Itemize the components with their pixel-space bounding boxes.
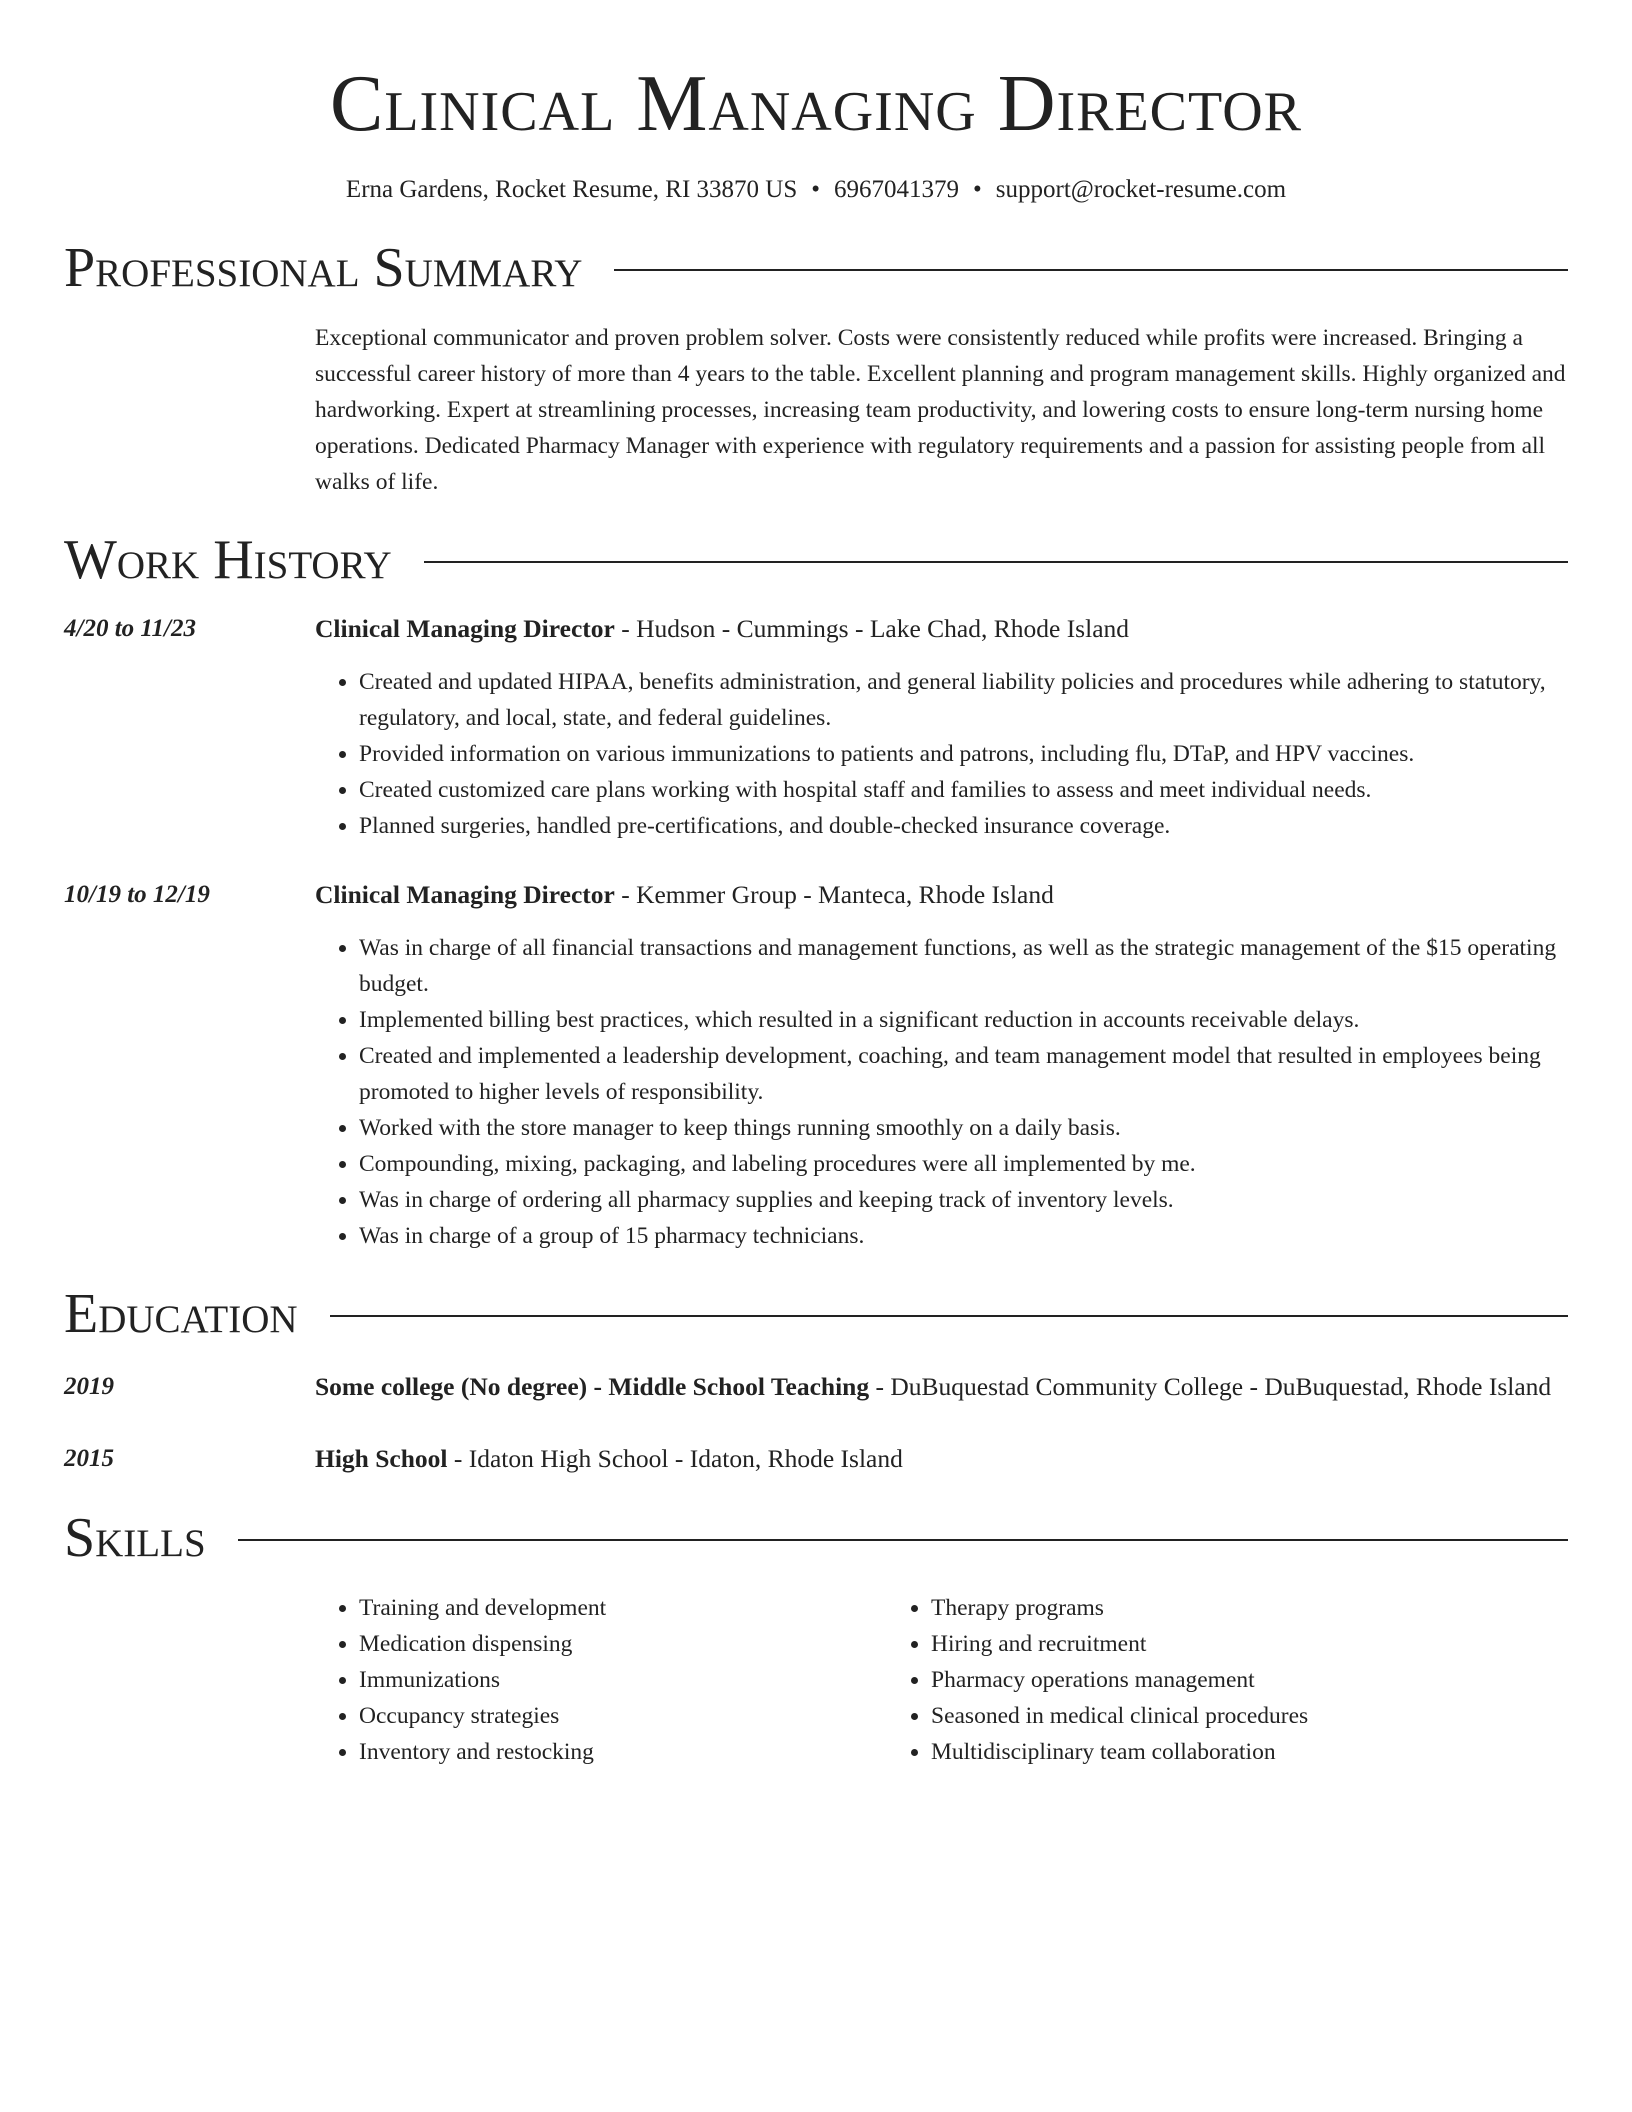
skills-columns <box>315 1590 1568 1770</box>
section-title-summary: Professional Summary <box>64 237 583 299</box>
skills-column-right <box>887 1590 1459 1770</box>
job-bullet: • Implemented billing best practices, which resulted in a significant reduction in accounts receivable delays. <box>359 1002 1568 1038</box>
job-bullet: • Was in charge of all financial transactions and management functions, as well as the strategic management of the $15 operating budget. <box>359 930 1568 1002</box>
contact-phone: 6967041379 <box>834 176 959 203</box>
job-bullet: • Created customized care plans working with hospital staff and families to assess and meet individual needs. <box>359 772 1568 808</box>
section-divider <box>330 1315 1568 1317</box>
section-title-skills: Skills <box>64 1507 206 1569</box>
work-section-header <box>64 528 1568 592</box>
job-dates: 4/20 to 11/23 <box>64 615 196 642</box>
job-bullet: • Created and updated HIPAA, benefits administration, and general liability policies and procedures while adhering to statutory, regulatory, and local, state, and federal guidelines. <box>359 664 1568 736</box>
job-bullet: • Compounding, mixing, packaging, and labeling procedures were all implemented by me. <box>359 1146 1568 1182</box>
education-degree: High School <box>315 1444 448 1473</box>
skill-item: • Immunizations <box>359 1662 887 1698</box>
contact-separator: • <box>811 176 820 203</box>
job-details: - Hudson - Cummings - Lake Chad, Rhode Island <box>614 614 1130 643</box>
summary-section-header <box>64 236 1568 300</box>
section-divider <box>614 269 1568 271</box>
education-details: - DuBuquestad Community College - DuBuquestad, Rhode Island <box>869 1372 1552 1401</box>
job-bullet: • Provided information on various immunizations to patients and patrons, including flu, DTaP, and HPV vaccines. <box>359 736 1568 772</box>
education-entry <box>64 1368 1568 1406</box>
job-entry <box>64 876 1568 1254</box>
job-bullet: • Was in charge of a group of 15 pharmacy technicians. <box>359 1218 1568 1254</box>
skill-item: • Hiring and recruitment <box>931 1626 1459 1662</box>
resume-page <box>64 56 1568 1770</box>
section-divider <box>238 1539 1568 1541</box>
skill-item: • Training and development <box>359 1590 887 1626</box>
job-dates: 10/19 to 12/19 <box>64 881 210 908</box>
education-entry <box>64 1440 1568 1478</box>
job-role: Clinical Managing Director <box>315 614 615 643</box>
skill-item: • Pharmacy operations management <box>931 1662 1459 1698</box>
job-bullet: • Created and implemented a leadership development, coaching, and team management model that resulted in employees being promoted to higher levels of responsibility. <box>359 1038 1568 1110</box>
job-body <box>315 610 1568 844</box>
contact-line <box>64 172 1568 208</box>
job-title-line <box>315 876 1568 914</box>
job-bullet: • Planned surgeries, handled pre-certifications, and double-checked insurance coverage. <box>359 808 1568 844</box>
contact-separator: • <box>973 176 982 203</box>
job-body <box>315 876 1568 1254</box>
job-title-line <box>315 610 1568 648</box>
education-body <box>315 1368 1568 1406</box>
job-bullets <box>315 664 1568 844</box>
education-details: - Idaton High School - Idaton, Rhode Island <box>447 1444 903 1473</box>
job-entry <box>64 610 1568 844</box>
job-bullet: • Was in charge of ordering all pharmacy supplies and keeping track of inventory levels. <box>359 1182 1568 1218</box>
job-details: - Kemmer Group - Manteca, Rhode Island <box>614 880 1054 909</box>
education-year: 2019 <box>64 1373 114 1400</box>
resume-name: Clinical Managing Director <box>329 60 1303 148</box>
summary-text: Exceptional communicator and proven problem solver. Costs were consistently reduced while profits were increased. Bringing a successful career history of more than 4 years to the table. Excellent planning and program management skills. Highly organized and hardworking. Expert at streamlining processes, increasing team productivity, and lowering costs to ensure long-term nursing home operations. Dedicated Pharmacy Manager with experience with regulatory requirements and a passion for assisting people from all walks of life. <box>315 325 1566 495</box>
job-bullet: • Worked with the store manager to keep things running smoothly on a daily basis. <box>359 1110 1568 1146</box>
skill-item: • Inventory and restocking <box>359 1734 887 1770</box>
contact-address: Erna Gardens, Rocket Resume, RI 33870 US <box>345 176 798 203</box>
section-title-work: Work History <box>64 529 392 591</box>
skills-column-left <box>315 1590 887 1770</box>
job-bullets <box>315 930 1568 1254</box>
contact-email: support@rocket-resume.com <box>995 176 1287 203</box>
skill-item: • Medication dispensing <box>359 1626 887 1662</box>
education-section-header <box>64 1282 1568 1346</box>
skill-item: • Occupancy strategies <box>359 1698 887 1734</box>
skill-item: • Seasoned in medical clinical procedures <box>931 1698 1459 1734</box>
education-body <box>315 1440 1568 1478</box>
skills-section-header <box>64 1506 1568 1570</box>
skill-item: • Therapy programs <box>931 1590 1459 1626</box>
education-degree: Some college (No degree) - Middle School Teaching <box>315 1372 870 1401</box>
section-divider <box>424 561 1568 563</box>
skill-item: • Multidisciplinary team collaboration <box>931 1734 1459 1770</box>
education-year: 2015 <box>64 1445 114 1472</box>
section-title-education: Education <box>64 1283 298 1345</box>
job-role: Clinical Managing Director <box>315 880 615 909</box>
